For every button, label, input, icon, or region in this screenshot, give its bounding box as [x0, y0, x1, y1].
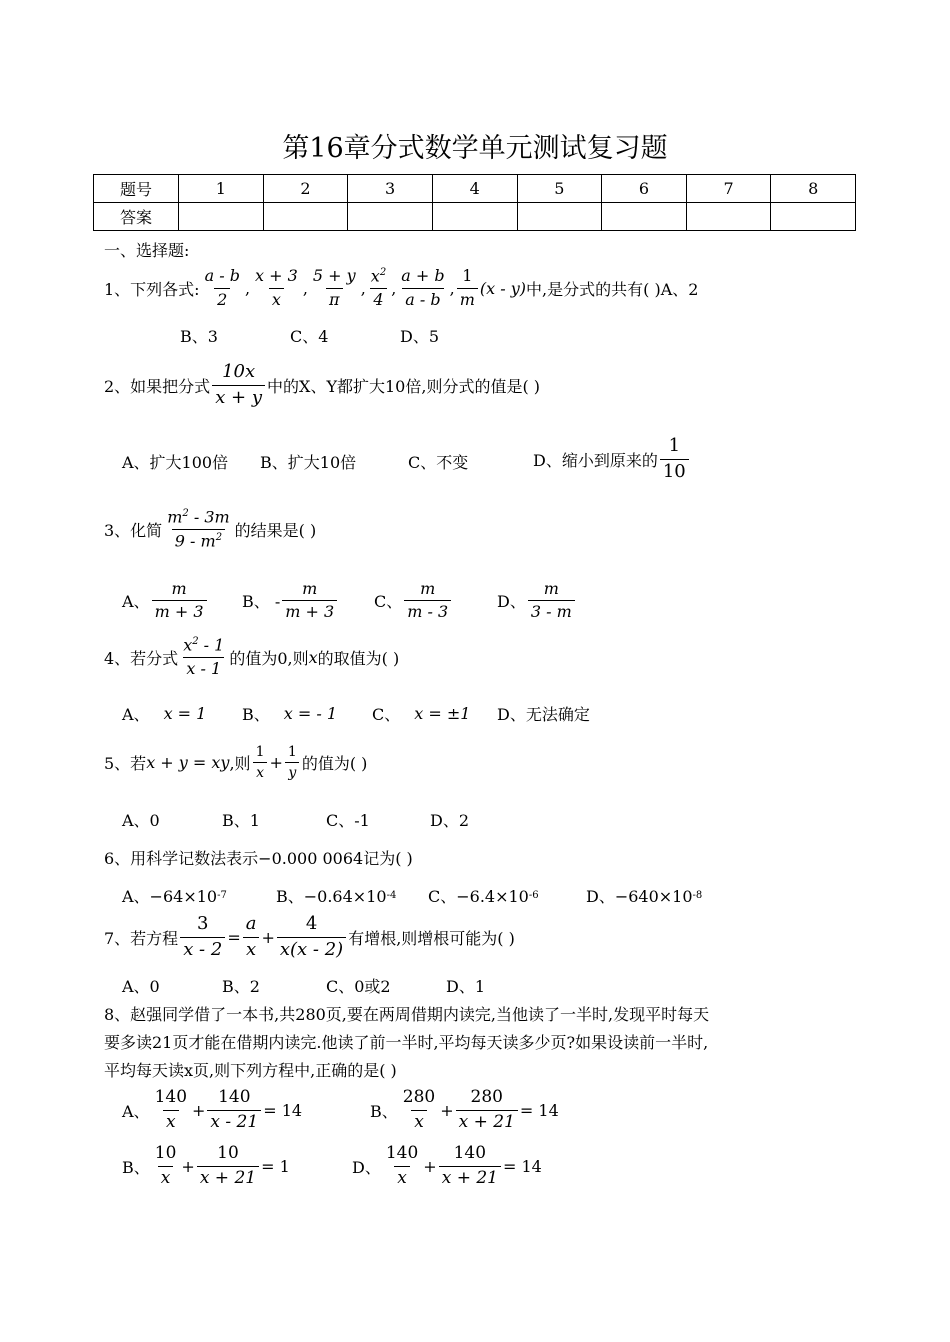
question-8-line-3: 平均每天读x页,则下列方程中,正确的是( ): [104, 1061, 397, 1080]
q5-option-d[interactable]: D、2: [430, 811, 470, 830]
table-cell: 7: [686, 175, 771, 203]
q1-prefix: 1、下列各式:: [104, 279, 200, 299]
q6-option-c-exp: -6: [528, 890, 539, 901]
q6-option-a-label: A、−64×10: [122, 887, 218, 906]
q4-middle: 的值为0,则: [229, 648, 309, 668]
q8-option-b-label: B、: [370, 1101, 398, 1121]
fraction: $\frac{4}{x(x - 2)}$: [277, 914, 346, 960]
fraction: $\frac{x^2}{4}$: [370, 266, 387, 309]
fraction: $\frac{140}{x}$: [385, 1143, 419, 1188]
fraction: $\frac{a}{x}$: [243, 914, 260, 960]
table-cell: 1: [179, 175, 264, 203]
page-title: 第16章分式数学单元测试复习题: [282, 133, 668, 164]
q6-option-c[interactable]: [428, 884, 539, 907]
fraction: $\frac{5 + y}{\pi}$: [312, 266, 356, 309]
fraction: $\frac{a + b}{a - b}$: [401, 266, 445, 309]
fraction: $\frac{m^2 - 3m}{9 - m^2}$: [167, 507, 230, 551]
q3-suffix: 的结果是( ): [234, 520, 317, 540]
q2-suffix: 中的X、Y都扩大10倍,则分式的值是( ): [267, 376, 541, 396]
q2-option-c[interactable]: C、不变: [408, 453, 469, 472]
q3-option-a[interactable]: [122, 580, 209, 622]
table-cell: 3: [348, 175, 433, 203]
table-cell: 5: [517, 175, 602, 203]
q6-option-d[interactable]: [586, 884, 702, 907]
question-4: [104, 636, 399, 678]
table-row: [94, 203, 856, 231]
answer-cell[interactable]: [686, 203, 771, 231]
q5-option-b[interactable]: B、1: [222, 811, 260, 830]
fraction: $\frac{3}{x - 2}$: [180, 914, 225, 960]
question-3: [104, 508, 316, 550]
fraction: $\frac{10}{x + 21}$: [197, 1144, 259, 1188]
q7-option-b[interactable]: B、2: [222, 977, 260, 996]
plus-sign: +: [181, 1156, 195, 1176]
question-8-line-2: 要多读21页才能在借期内读完.他读了前一半时,平均每天读多少页?如果设读前一半时,: [104, 1033, 709, 1052]
table-header-label: 题号: [94, 175, 179, 203]
q7-option-d[interactable]: D、1: [446, 977, 486, 996]
q7-option-a[interactable]: A、0: [122, 977, 160, 996]
answer-cell[interactable]: [517, 203, 602, 231]
q8-option-a[interactable]: [122, 1088, 302, 1132]
q4-option-a-expr: x = 1: [163, 704, 207, 723]
q8-option-c[interactable]: [122, 1144, 290, 1188]
q4-prefix: 4、若分式: [104, 648, 179, 668]
fraction: $\frac{1}{10}$: [660, 436, 689, 482]
q4-option-b-label: B、: [242, 705, 270, 724]
q3-option-d[interactable]: [497, 580, 577, 622]
table-cell: 2: [263, 175, 348, 203]
question-6: 6、用科学记数法表示−0.000 0064记为( ): [104, 849, 413, 868]
answer-cell[interactable]: [771, 203, 856, 231]
q8-option-d-rhs: = 14: [502, 1156, 542, 1176]
fraction: $\frac{x^2 - 1}{x - 1}$: [183, 635, 225, 678]
plus-sign: +: [261, 927, 275, 947]
q4-option-a[interactable]: [122, 702, 206, 725]
q8-option-c-label: B、: [122, 1157, 150, 1177]
q5-suffix: 的值为( ): [301, 754, 368, 774]
q3-option-c-label: C、: [374, 592, 403, 612]
q1-option-d[interactable]: D、5: [400, 327, 440, 346]
table-answer-label: 答案: [94, 203, 179, 231]
q6-option-c-label: C、−6.4×10: [428, 887, 529, 906]
q4-suffix: 的取值为( ): [317, 648, 400, 668]
plus-sign: +: [269, 753, 283, 773]
fraction: $\frac{280}{x}$: [402, 1087, 436, 1132]
q8-option-b-rhs: = 14: [519, 1100, 559, 1120]
fraction: $\frac{140}{x}$: [154, 1087, 188, 1132]
q7-prefix: 7、若方程: [104, 928, 179, 948]
answer-table: [93, 174, 856, 231]
question-8-line-1: 8、赵强同学借了一本书,共280页,要在两周借期内读完,当他读了一半时,发现平时每天: [104, 1005, 710, 1024]
fraction: $\frac{1}{x}$: [253, 744, 268, 781]
q4-option-c-label: C、: [372, 705, 401, 724]
q5-prefix: 5、若: [104, 754, 147, 774]
fraction: $\frac{m}{m - 3}$: [404, 580, 451, 622]
q4-option-b[interactable]: [242, 702, 337, 725]
q6-option-d-label: D、−640×10: [586, 887, 693, 906]
q5-option-a[interactable]: A、0: [122, 811, 160, 830]
q3-option-b-label: B、 -: [242, 592, 281, 612]
q3-option-a-label: A、: [122, 592, 150, 612]
fraction: $\frac{1}{m}$: [457, 267, 478, 309]
q4-variable: x: [308, 647, 318, 667]
answer-cell[interactable]: [432, 203, 517, 231]
question-5: [104, 744, 367, 781]
plus-sign: +: [192, 1100, 206, 1120]
q3-prefix: 3、化简: [104, 520, 163, 540]
question-2: [104, 362, 540, 408]
table-cell: 4: [432, 175, 517, 203]
q6-option-d-exp: -8: [692, 890, 703, 901]
question-1: 1、下列各式: $\frac{a - b}{2}$ , $\frac{x + 3}{x}$ , $\frac{5 + y}{\pi}$ , $\frac{x^2}{4}$ , $\frac{a + b}{a - b}$ , $\frac{1}{m}$ (x - y) 中,是分式的共有( )A、2: [104, 266, 699, 309]
q1-suffix: 中,是分式的共有( )A、2: [526, 279, 699, 299]
q1-expr-tail: (x - y): [479, 278, 527, 298]
q1-option-b[interactable]: B、3: [180, 327, 218, 346]
q6-option-b[interactable]: [276, 884, 396, 907]
q2-option-b[interactable]: B、扩大10倍: [260, 453, 357, 472]
table-cell: 8: [771, 175, 856, 203]
q2-prefix: 2、如果把分式: [104, 376, 211, 396]
q6-option-a-exp: -7: [217, 890, 227, 901]
q8-option-c-rhs: = 1: [261, 1156, 290, 1176]
q7-option-c[interactable]: C、0或2: [326, 977, 391, 996]
q4-option-c[interactable]: [372, 702, 470, 725]
fraction: $\frac{m}{3 - m}$: [528, 580, 575, 622]
answer-cell[interactable]: [602, 203, 687, 231]
q2-option-a[interactable]: A、扩大100倍: [122, 453, 229, 472]
fraction: $\frac{140}{x + 21}$: [439, 1144, 501, 1188]
q1-option-c[interactable]: C、4: [290, 327, 329, 346]
q2-option-d[interactable]: [533, 436, 691, 482]
fraction: $\frac{1}{y}$: [285, 744, 300, 781]
fraction: $\frac{10}{x}$: [154, 1143, 177, 1188]
q2-option-d-label: D、缩小到原来的: [533, 450, 658, 470]
section-heading: 一、选择题:: [104, 241, 190, 260]
q5-expr: x + y = xy: [146, 753, 230, 773]
fraction: $\frac{280}{x + 21}$: [456, 1088, 518, 1132]
q4-option-a-label: A、: [122, 705, 150, 724]
table-cell: 6: [602, 175, 687, 203]
q3-option-b[interactable]: [242, 580, 339, 622]
fraction: $\frac{m}{m + 3}$: [282, 580, 337, 622]
fraction: $\frac{x + 3}{x}$: [255, 266, 298, 309]
plus-sign: +: [440, 1100, 454, 1120]
q8-option-d[interactable]: [352, 1144, 542, 1188]
answer-cell[interactable]: [263, 203, 348, 231]
q4-option-b-expr: x = - 1: [283, 704, 338, 723]
q6-option-b-exp: -4: [386, 890, 397, 901]
q7-suffix: 有增根,则增根可能为( ): [348, 928, 515, 948]
q8-option-a-label: A、: [122, 1101, 150, 1121]
fraction: $\frac{140}{x - 21}$: [207, 1088, 261, 1132]
equals-sign: =: [227, 927, 241, 947]
q4-option-c-expr: x = ±1: [414, 704, 471, 723]
q4-option-d[interactable]: D、无法确定: [497, 705, 590, 724]
fraction: $\frac{a - b}{2}$: [204, 266, 240, 309]
table-row: [94, 175, 856, 203]
fraction: $\frac{10x}{x + y}$: [212, 362, 265, 408]
q8-option-a-rhs: = 14: [263, 1100, 303, 1120]
question-7: [104, 914, 515, 960]
q5-option-c[interactable]: C、-1: [326, 811, 370, 830]
q5-middle: ,则: [229, 754, 251, 774]
q3-option-d-label: D、: [497, 592, 526, 612]
fraction: $\frac{m}{m + 3}$: [152, 580, 207, 622]
answer-cell[interactable]: [179, 203, 264, 231]
q8-option-d-label: D、: [352, 1157, 381, 1177]
q3-option-c[interactable]: [374, 580, 453, 622]
q6-option-b-label: B、−0.64×10: [276, 887, 387, 906]
q6-option-a[interactable]: [122, 884, 227, 907]
q8-option-b[interactable]: [370, 1088, 559, 1132]
answer-cell[interactable]: [348, 203, 433, 231]
plus-sign: +: [423, 1156, 437, 1176]
